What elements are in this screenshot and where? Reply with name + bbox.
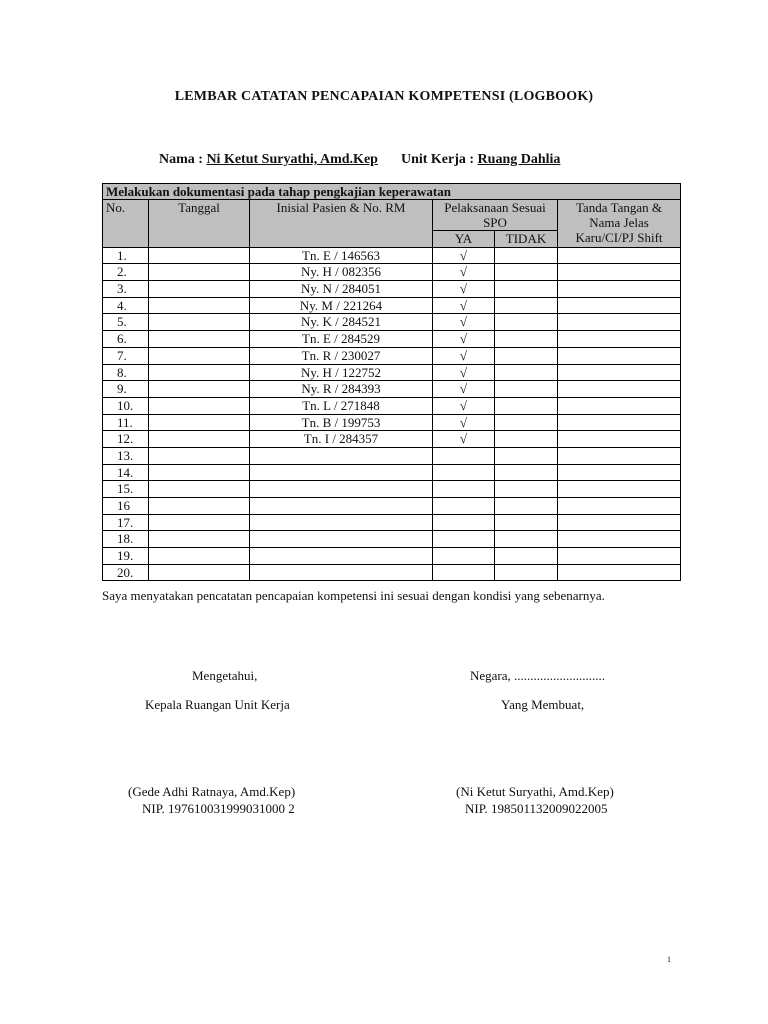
row-signature bbox=[558, 281, 681, 298]
row-date bbox=[149, 397, 250, 414]
table-row bbox=[103, 464, 681, 481]
row-signature bbox=[558, 464, 681, 481]
row-signature bbox=[558, 247, 681, 264]
row-no: 16 bbox=[103, 498, 149, 515]
row-tidak-check bbox=[495, 414, 558, 431]
name-label: Nama : bbox=[159, 152, 203, 167]
row-tidak-check bbox=[495, 297, 558, 314]
row-signature bbox=[558, 297, 681, 314]
right-signatory-nip: NIP. 198501132009022005 bbox=[465, 801, 608, 816]
left-signatory-name: (Gede Adhi Ratnaya, Amd.Kep) bbox=[128, 784, 296, 799]
row-patient: Tn. L / 271848 bbox=[250, 397, 433, 414]
row-no: 7. bbox=[103, 347, 149, 364]
row-tidak-check bbox=[495, 498, 558, 515]
row-tidak-check bbox=[495, 264, 558, 281]
row-signature bbox=[558, 514, 681, 531]
row-patient bbox=[250, 498, 433, 515]
table-row bbox=[103, 431, 681, 448]
header-date: Tanggal bbox=[149, 200, 250, 248]
row-no: 19. bbox=[103, 548, 149, 565]
row-tidak-check bbox=[495, 247, 558, 264]
row-date bbox=[149, 564, 250, 581]
identity-line bbox=[159, 152, 560, 168]
row-signature bbox=[558, 498, 681, 515]
header-spo: Pelaksanaan Sesuai SPO bbox=[433, 200, 558, 231]
row-signature bbox=[558, 548, 681, 565]
row-signature bbox=[558, 431, 681, 448]
row-no: 20. bbox=[103, 564, 149, 581]
row-tidak-check bbox=[495, 281, 558, 298]
header-patient: Inisial Pasien & No. RM bbox=[250, 200, 433, 248]
row-signature bbox=[558, 331, 681, 348]
row-date bbox=[149, 281, 250, 298]
acknowledge-label: Mengetahui, bbox=[192, 668, 258, 683]
row-tidak-check bbox=[495, 481, 558, 498]
table-row bbox=[103, 548, 681, 565]
row-patient: Ny. M / 221264 bbox=[250, 297, 433, 314]
row-date bbox=[149, 314, 250, 331]
row-date bbox=[149, 464, 250, 481]
table-row bbox=[103, 414, 681, 431]
row-signature bbox=[558, 364, 681, 381]
row-ya-check: √ bbox=[433, 297, 495, 314]
row-patient bbox=[250, 531, 433, 548]
table-row bbox=[103, 397, 681, 414]
table-row bbox=[103, 314, 681, 331]
name-value: Ni Ketut Suryathi, Amd.Kep bbox=[206, 152, 378, 167]
document-title: LEMBAR CATATAN PENCAPAIAN KOMPETENSI (LOGBOOK) bbox=[174, 89, 594, 104]
row-no: 14. bbox=[103, 464, 149, 481]
row-patient bbox=[250, 481, 433, 498]
header-tidak: TIDAK bbox=[495, 231, 558, 248]
row-date bbox=[149, 498, 250, 515]
row-date bbox=[149, 297, 250, 314]
row-patient: Tn. R / 230027 bbox=[250, 347, 433, 364]
row-no: 5. bbox=[103, 314, 149, 331]
row-tidak-check bbox=[495, 397, 558, 414]
table-row bbox=[103, 447, 681, 464]
row-ya-check bbox=[433, 447, 495, 464]
row-signature bbox=[558, 414, 681, 431]
table-row bbox=[103, 331, 681, 348]
row-no: 6. bbox=[103, 331, 149, 348]
table-row bbox=[103, 247, 681, 264]
left-role: Kepala Ruangan Unit Kerja bbox=[145, 697, 290, 712]
row-patient: Tn. I / 284357 bbox=[250, 431, 433, 448]
row-no: 1. bbox=[103, 247, 149, 264]
row-ya-check bbox=[433, 514, 495, 531]
row-date bbox=[149, 347, 250, 364]
table-row bbox=[103, 381, 681, 398]
row-signature bbox=[558, 481, 681, 498]
row-tidak-check bbox=[495, 514, 558, 531]
right-signatory-name: (Ni Ketut Suryathi, Amd.Kep) bbox=[456, 784, 614, 799]
row-patient bbox=[250, 514, 433, 531]
row-patient: Tn. E / 146563 bbox=[250, 247, 433, 264]
table-row bbox=[103, 264, 681, 281]
row-ya-check: √ bbox=[433, 414, 495, 431]
row-tidak-check bbox=[495, 548, 558, 565]
row-ya-check bbox=[433, 564, 495, 581]
row-date bbox=[149, 548, 250, 565]
row-ya-check: √ bbox=[433, 381, 495, 398]
row-date bbox=[149, 381, 250, 398]
row-no: 8. bbox=[103, 364, 149, 381]
row-patient bbox=[250, 447, 433, 464]
table-row bbox=[103, 498, 681, 515]
row-patient bbox=[250, 464, 433, 481]
table-row bbox=[103, 564, 681, 581]
row-date bbox=[149, 431, 250, 448]
row-date bbox=[149, 447, 250, 464]
row-ya-check: √ bbox=[433, 347, 495, 364]
table-row bbox=[103, 281, 681, 298]
row-no: 10. bbox=[103, 397, 149, 414]
row-date bbox=[149, 247, 250, 264]
row-ya-check: √ bbox=[433, 314, 495, 331]
unit-label: Unit Kerja : bbox=[400, 152, 475, 167]
row-no: 17. bbox=[103, 514, 149, 531]
row-ya-check bbox=[433, 548, 495, 565]
row-patient bbox=[250, 548, 433, 565]
row-signature bbox=[558, 564, 681, 581]
row-patient: Ny. R / 284393 bbox=[250, 381, 433, 398]
row-no: 3. bbox=[103, 281, 149, 298]
row-ya-check: √ bbox=[433, 247, 495, 264]
row-patient bbox=[250, 564, 433, 581]
right-role: Yang Membuat, bbox=[501, 697, 585, 712]
row-patient: Tn. E / 284529 bbox=[250, 331, 433, 348]
unit-value: Ruang Dahlia bbox=[477, 152, 561, 167]
page-marker: 1 bbox=[667, 955, 671, 964]
row-tidak-check bbox=[495, 431, 558, 448]
row-signature bbox=[558, 397, 681, 414]
table-row bbox=[103, 364, 681, 381]
row-tidak-check bbox=[495, 364, 558, 381]
row-tidak-check bbox=[495, 381, 558, 398]
row-tidak-check bbox=[495, 531, 558, 548]
row-no: 12. bbox=[103, 431, 149, 448]
table-row bbox=[103, 481, 681, 498]
row-no: 18. bbox=[103, 531, 149, 548]
row-tidak-check bbox=[495, 447, 558, 464]
row-patient: Tn. B / 199753 bbox=[250, 414, 433, 431]
row-tidak-check bbox=[495, 314, 558, 331]
row-signature bbox=[558, 264, 681, 281]
row-date bbox=[149, 331, 250, 348]
row-date bbox=[149, 531, 250, 548]
header-ya: YA bbox=[433, 231, 495, 248]
row-date bbox=[149, 414, 250, 431]
row-tidak-check bbox=[495, 331, 558, 348]
left-signatory-nip: NIP. 197610031999031000 2 bbox=[142, 801, 295, 816]
logbook-table bbox=[102, 183, 681, 581]
header-signature: Tanda Tangan & Nama Jelas Karu/CI/PJ Shift bbox=[558, 200, 681, 248]
row-ya-check: √ bbox=[433, 397, 495, 414]
row-signature bbox=[558, 447, 681, 464]
row-signature bbox=[558, 347, 681, 364]
row-ya-check bbox=[433, 531, 495, 548]
table-row bbox=[103, 514, 681, 531]
row-signature bbox=[558, 531, 681, 548]
table-row bbox=[103, 297, 681, 314]
row-no: 2. bbox=[103, 264, 149, 281]
row-date bbox=[149, 514, 250, 531]
row-ya-check bbox=[433, 481, 495, 498]
row-patient: Ny. N / 284051 bbox=[250, 281, 433, 298]
row-ya-check: √ bbox=[433, 264, 495, 281]
statement-text: Saya menyatakan pencatatan pencapaian kompetensi ini sesuai dengan kondisi yang sebenarnya. bbox=[102, 588, 605, 603]
place-date: Negara, ............................ bbox=[470, 668, 606, 683]
row-tidak-check bbox=[495, 347, 558, 364]
row-date bbox=[149, 481, 250, 498]
row-ya-check bbox=[433, 498, 495, 515]
row-no: 4. bbox=[103, 297, 149, 314]
row-signature bbox=[558, 381, 681, 398]
row-signature bbox=[558, 314, 681, 331]
row-ya-check: √ bbox=[433, 431, 495, 448]
row-patient: Ny. H / 122752 bbox=[250, 364, 433, 381]
row-no: 9. bbox=[103, 381, 149, 398]
row-no: 11. bbox=[103, 414, 149, 431]
row-patient: Ny. H / 082356 bbox=[250, 264, 433, 281]
table-row bbox=[103, 531, 681, 548]
row-no: 15. bbox=[103, 481, 149, 498]
row-ya-check: √ bbox=[433, 331, 495, 348]
row-tidak-check bbox=[495, 464, 558, 481]
row-date bbox=[149, 364, 250, 381]
section-title: Melakukan dokumentasi pada tahap pengkajian keperawatan bbox=[103, 184, 681, 200]
row-ya-check: √ bbox=[433, 364, 495, 381]
table-row bbox=[103, 347, 681, 364]
row-ya-check: √ bbox=[433, 281, 495, 298]
row-no: 13. bbox=[103, 447, 149, 464]
row-ya-check bbox=[433, 464, 495, 481]
row-date bbox=[149, 264, 250, 281]
row-patient: Ny. K / 284521 bbox=[250, 314, 433, 331]
header-no: No. bbox=[103, 200, 149, 248]
row-tidak-check bbox=[495, 564, 558, 581]
